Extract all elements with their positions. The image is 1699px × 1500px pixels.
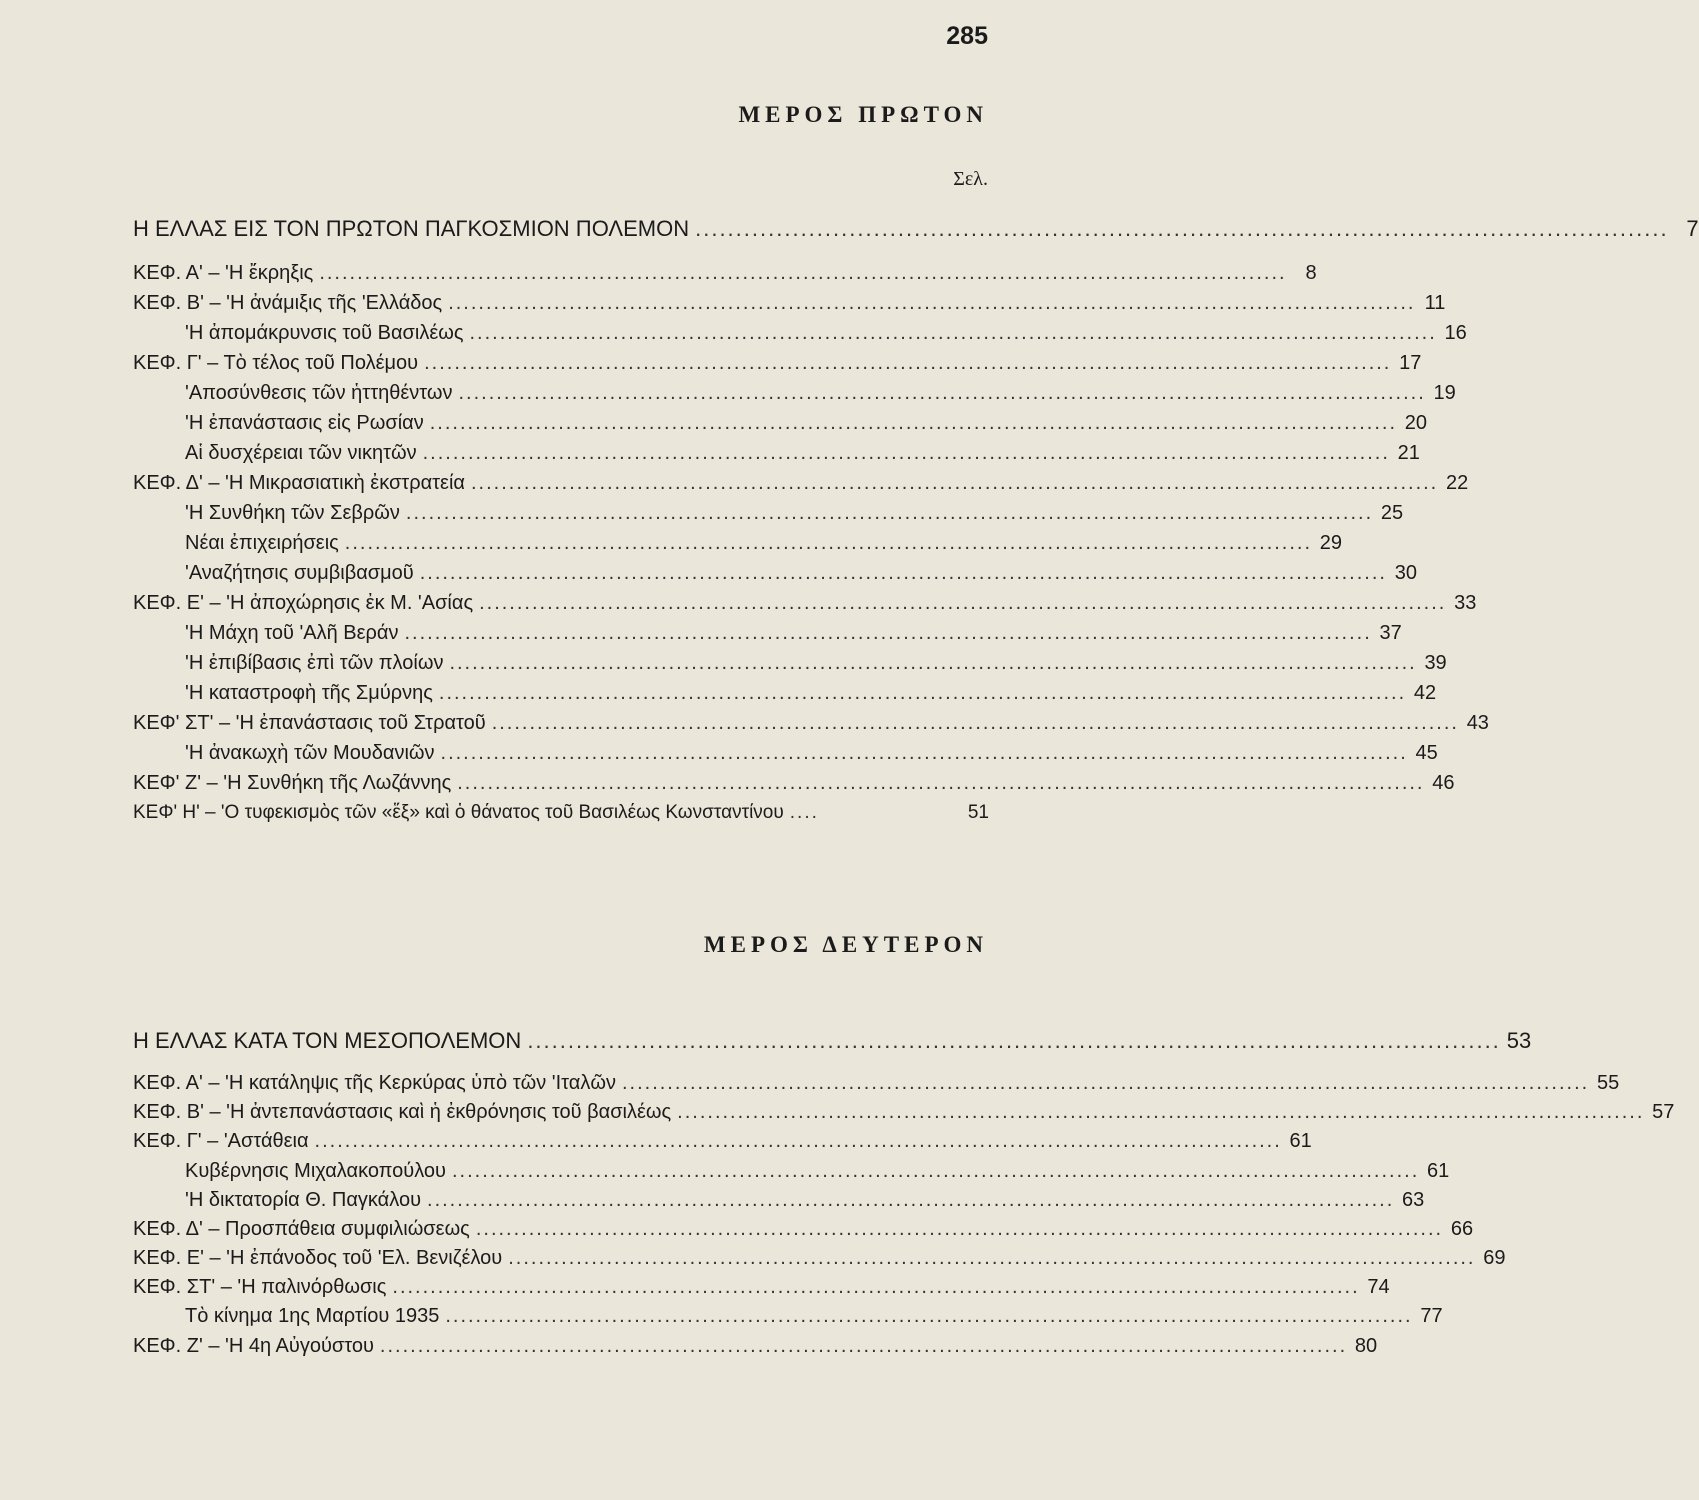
- toc-heading-part-two[interactable]: [133, 1028, 1532, 1056]
- toc-page: 17: [1399, 352, 1422, 374]
- part-two-title: ΜΕΡΟΣ ΔΕΥΤΕΡΟΝ: [703, 932, 988, 957]
- leader-dots: ................................................................................................................................: [424, 352, 1392, 374]
- leader-dots: ................................................................................................................................: [677, 1101, 1645, 1123]
- toc-entry-text: ΚΕΦ' Ζ' – 'Η Συνθήκη τῆς Λωζάννης: [133, 772, 452, 794]
- toc-entry[interactable]: [133, 442, 1420, 470]
- leader-dots: ................................................................................................................................: [344, 532, 1313, 554]
- toc-entry-text: 'Η δικτατορία Θ. Παγκάλου: [185, 1189, 422, 1211]
- toc-entry-text: ΚΕΦ' ΣΤ' – 'Η ἐπανάστασις τοῦ Στρατοῦ: [133, 712, 486, 734]
- toc-entry-text: Νέαι ἐπιχειρήσεις: [185, 532, 339, 554]
- toc-page: 74: [1367, 1276, 1390, 1298]
- leader-dots: ................................................................................................................................: [405, 502, 1374, 524]
- toc-page: 39: [1424, 652, 1447, 674]
- part-one-title: ΜΕΡΟΣ ΠΡΩΤΟΝ: [738, 102, 988, 127]
- toc-entry[interactable]: [133, 262, 1317, 290]
- toc-entry-text: 'Αναζήτησις συμβιβασμοῦ: [185, 562, 414, 584]
- toc-entry-text: 'Η ἐπανάστασις εἰς Ρωσίαν: [185, 412, 424, 434]
- toc-page: 29: [1319, 532, 1343, 554]
- toc-entry-text: 'Η ἀπομάκρυνσις τοῦ Βασιλέως: [185, 322, 464, 344]
- toc-page: 20: [1404, 412, 1427, 434]
- toc-entry-text: 'Η Μάχη τοῦ 'Αλῆ Βεράν: [185, 622, 399, 644]
- leader-dots: ................................................................................................................................: [621, 1072, 1590, 1094]
- toc-entry-text: ΚΕΦ. Γ' – 'Αστάθεια: [133, 1130, 309, 1152]
- leader-dots: ................................................................................................................................: [470, 472, 1439, 494]
- leader-dots: ........................................................................................................................: [695, 216, 1669, 241]
- leader-dots: ................................................................................................................................: [445, 1305, 1413, 1327]
- toc-entry-text: 'Αποσύνθεσις τῶν ἡττηθέντων: [185, 382, 453, 404]
- toc-page: 8: [1305, 262, 1317, 284]
- toc-entry[interactable]: [133, 1160, 1450, 1188]
- toc-entry-text: ΚΕΦ. Δ' – 'Η Μικρασιατικὴ ἐκστρατεία: [133, 472, 465, 494]
- toc-entry-text: ΚΕΦ. Α' – 'Η ἔκρηξις: [133, 262, 314, 284]
- toc-page: 51: [967, 802, 989, 823]
- toc-page: 61: [1427, 1160, 1450, 1182]
- leader-dots: ................................................................................................................................: [448, 292, 1416, 314]
- toc-entry-text: ΚΕΦ. Α' – 'Η κατάληψις τῆς Κερκύρας ὑπὸ τῶν 'Ιταλῶν: [133, 1072, 616, 1094]
- toc-page: 30: [1394, 562, 1417, 584]
- toc-entry[interactable]: [133, 322, 1467, 350]
- leader-dots: ................................................................................................................................: [469, 322, 1437, 344]
- toc-entry[interactable]: [133, 1072, 1620, 1100]
- toc-heading-text: Η ΕΛΛΑΣ ΕΙΣ ΤΟΝ ΠΡΩΤΟΝ ΠΑΓΚΟΣΜΙΟΝ ΠΟΛΕΜΟΝ: [133, 216, 690, 241]
- toc-entry[interactable]: [133, 1305, 1443, 1333]
- toc-entry-text: Αἱ δυσχέρειαι τῶν νικητῶν: [185, 442, 417, 464]
- toc-page: 16: [1444, 322, 1467, 344]
- toc-entry-text: ΚΕΦ. Ε' – 'Η ἀποχώρησις ἐκ Μ. 'Ασίας: [133, 592, 474, 614]
- toc-entry[interactable]: [133, 382, 1456, 410]
- leader-dots: ........................................................................................................................: [527, 1028, 1501, 1053]
- toc-page: 19: [1433, 382, 1456, 404]
- toc-page: 7: [1686, 216, 1699, 241]
- toc-page: 22: [1445, 472, 1469, 494]
- toc-entry-text: ΚΕΦ. Γ' – Τὸ τέλος τοῦ Πολέμου: [133, 352, 419, 374]
- toc-page: 53: [1506, 1028, 1532, 1053]
- toc-heading-text: Η ΕΛΛΑΣ ΚΑΤΑ ΤΟΝ ΜΕΣΟΠΟΛΕΜΟΝ: [133, 1028, 522, 1053]
- toc-entry-text: ΚΕΦ. Β' – 'Η ἀνάμιξις τῆς 'Ελλάδος: [133, 292, 443, 314]
- toc-entry[interactable]: [133, 712, 1489, 740]
- toc-page: 33: [1454, 592, 1477, 614]
- toc-page: 21: [1397, 442, 1420, 464]
- toc-entry[interactable]: [133, 472, 1469, 500]
- toc-page: 69: [1483, 1247, 1506, 1269]
- toc-entry[interactable]: [133, 742, 1438, 770]
- toc-page: 55: [1596, 1072, 1620, 1094]
- toc-page: 80: [1354, 1335, 1378, 1357]
- toc-entry-text: Κυβέρνησις Μιχαλακοπούλου: [185, 1160, 446, 1182]
- toc-entry-text: ΚΕΦ. Δ' – Προσπάθεια συμφιλιώσεως: [133, 1218, 470, 1240]
- leader-dots: ................................................................................................................................: [449, 652, 1417, 674]
- toc-entry[interactable]: [133, 292, 1446, 320]
- toc-entry[interactable]: [133, 772, 1455, 800]
- toc-page: 66: [1450, 1218, 1474, 1240]
- toc-entry-text: Τὸ κίνημα 1ης Μαρτίου 1935: [185, 1305, 440, 1327]
- toc-entry[interactable]: [133, 1276, 1390, 1304]
- leader-dots: ................................................................................................................................: [427, 1189, 1395, 1211]
- toc-entry[interactable]: [133, 562, 1417, 590]
- leader-dots: ................................................................................................................................: [392, 1276, 1360, 1298]
- leader-dots: ................................................................................................................................: [479, 592, 1447, 614]
- toc-page: 42: [1413, 682, 1437, 704]
- toc-entry[interactable]: [133, 1218, 1474, 1246]
- toc-entry[interactable]: [133, 1101, 1675, 1129]
- leader-dots: ................................................................................................................................: [438, 682, 1407, 704]
- page-number: 285: [946, 22, 988, 50]
- toc-entry[interactable]: [133, 652, 1447, 680]
- toc-entry[interactable]: [133, 1130, 1312, 1158]
- toc-page: 57: [1652, 1101, 1675, 1123]
- toc-page: 43: [1466, 712, 1489, 734]
- toc-page: 63: [1402, 1189, 1425, 1211]
- toc-entry[interactable]: [133, 1189, 1425, 1217]
- toc-page: 46: [1432, 772, 1455, 794]
- leader-dots: ................................................................................................................................: [379, 1335, 1348, 1357]
- toc-page: 37: [1379, 622, 1402, 644]
- toc-page: 25: [1380, 502, 1404, 524]
- toc-page: 11: [1424, 292, 1446, 314]
- toc-page: 61: [1289, 1130, 1312, 1152]
- page-column-label: Σελ.: [953, 168, 988, 190]
- toc-heading-part-one[interactable]: [133, 216, 1699, 244]
- toc-entry-text: ΚΕΦ. ΣΤ' – 'Η παλινόρθωσις: [133, 1276, 387, 1298]
- toc-entry-text: ΚΕΦ. Ε' – 'Η ἐπάνοδος τοῦ 'Ελ. Βενιζέλου: [133, 1247, 503, 1269]
- toc-entry[interactable]: [133, 682, 1437, 710]
- leader-dots: ................................................................................................................................: [429, 412, 1397, 434]
- toc-entry-text: 'Η ἀνακωχὴ τῶν Μουδανιῶν: [185, 742, 435, 764]
- leader-dots: ................................................................................................................................: [440, 742, 1408, 764]
- toc-entry-text: ΚΕΦ. Ζ' – 'Η 4η Αὐγούστου: [133, 1335, 374, 1357]
- toc-page: 77: [1420, 1305, 1443, 1327]
- toc-entry-text: 'Η ἐπιβίβασις ἐπὶ τῶν πλοίων: [185, 652, 444, 674]
- toc-entry-text: ΚΕΦ' Η' – 'Ο τυφεκισμὸς τῶν «ἕξ» καὶ ὁ θάνατος τοῦ Βασιλέως Κωνσταντίνου: [133, 802, 784, 823]
- toc-entry[interactable]: [133, 502, 1404, 530]
- leader-dots: ................................................................................................................................: [475, 1218, 1444, 1240]
- leader-dots: ................................................................................................................................: [458, 382, 1426, 404]
- leader-dots: ................................................................................................................................: [319, 262, 1287, 284]
- toc-entry[interactable]: [133, 1335, 1378, 1363]
- toc-entry-text: 'Η Συνθήκη τῶν Σεβρῶν: [185, 502, 400, 524]
- leader-dots: ................................................................................................................................: [314, 1130, 1282, 1152]
- leader-dots: ................................................................................................................................: [419, 562, 1387, 584]
- leader-dots: ................................................................................................................................: [422, 442, 1390, 464]
- toc-page: 45: [1415, 742, 1438, 764]
- toc-entry[interactable]: [133, 802, 989, 830]
- toc-entry-text: 'Η καταστροφὴ τῆς Σμύρνης: [185, 682, 433, 704]
- toc-entry[interactable]: [133, 532, 1343, 560]
- toc-entry[interactable]: [133, 1247, 1506, 1275]
- leader-dots: ................................................................................................................................: [508, 1247, 1476, 1269]
- toc-entry[interactable]: [133, 412, 1427, 440]
- leader-dots: ................................................................................................................................: [491, 712, 1459, 734]
- toc-entry-text: ΚΕΦ. Β' – 'Η ἀντεπανάστασις καὶ ἡ ἐκθρόνησις τοῦ βασιλέως: [133, 1101, 672, 1123]
- toc-entry[interactable]: [133, 622, 1402, 650]
- leader-dots: ................................................................................................................................: [457, 772, 1425, 794]
- toc-entry[interactable]: [133, 592, 1477, 620]
- leader-dots: ....: [789, 802, 819, 823]
- toc-entry[interactable]: [133, 352, 1422, 380]
- leader-dots: ................................................................................................................................: [452, 1160, 1420, 1182]
- leader-dots: ................................................................................................................................: [404, 622, 1372, 644]
